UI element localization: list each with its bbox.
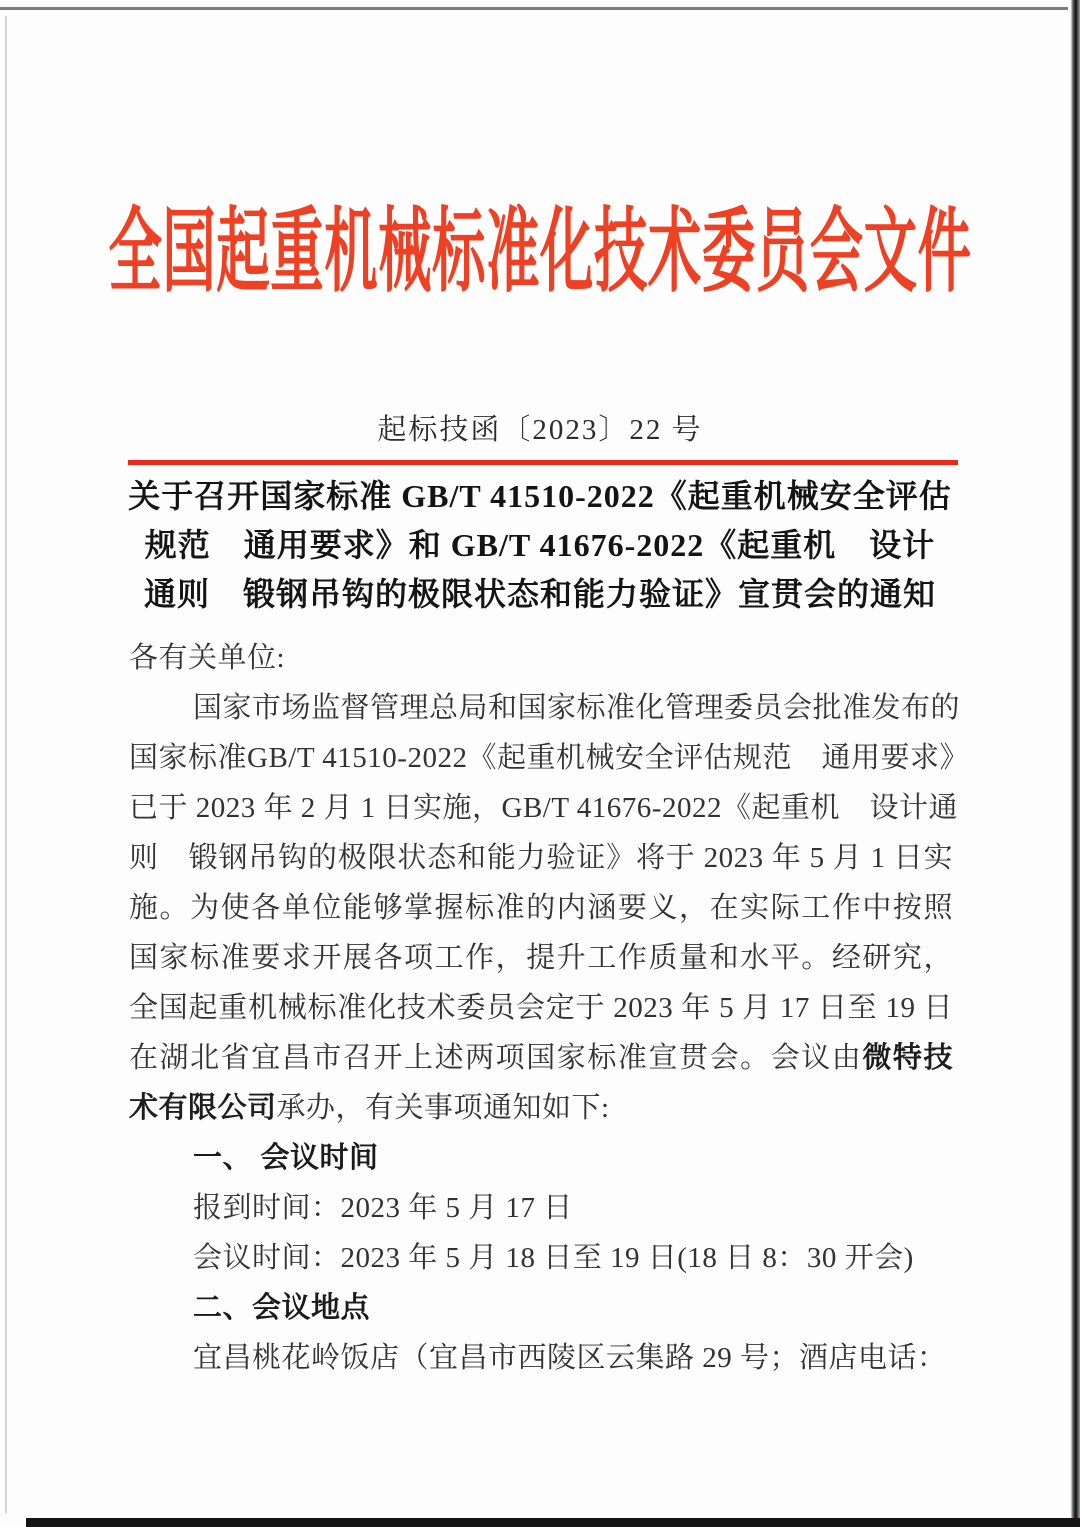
scan-edge-top	[0, 7, 1072, 10]
text-segment: 一、 会议时间	[193, 1142, 379, 1174]
text-segment: 报到时间：2023 年 5 月 17 日	[193, 1192, 573, 1224]
red-header-banner	[0, 201, 1080, 303]
section-heading	[129, 1283, 953, 1333]
notice-title-line-3: 通则 锻钢吊钩的极限状态和能力验证》宣贯会的通知	[143, 576, 936, 612]
notice-title-line-1: 关于召开国家标准 GB/T 41510-2022《起重机械安全评估	[128, 478, 952, 514]
text-segment: 则 锻钢吊钩的极限状态和能力验证》将于 2023 年 5 月 1 日实	[129, 842, 953, 874]
scan-edge-bottom	[26, 1518, 1080, 1527]
text-segment: 国家标准要求开展各项工作，提升工作质量和水平。经研究，	[129, 942, 953, 974]
bold-text-segment: 术有限公司	[129, 1092, 277, 1124]
text-segment: 在湖北省宜昌市召开上述两项国家标准宣贯会。会议由	[129, 1042, 863, 1074]
salutation-line	[129, 633, 953, 683]
text-segment: 各有关单位:	[129, 642, 286, 674]
bold-text-segment: 微特技	[862, 1042, 953, 1074]
text-segment: 会议时间：2023 年 5 月 18 日至 19 日(18 日 8：30 开会)	[193, 1242, 914, 1274]
text-segment: 全国起重机械标准化技术委员会定于 2023 年 5 月 17 日至 19 日	[129, 992, 953, 1024]
red-header-banner-title: 全国起重机械标准化技术委员会文件	[108, 201, 972, 303]
body-line	[129, 1033, 953, 1083]
body-line	[129, 733, 969, 783]
text-segment: 宜昌桃花岭饭店（宜昌市西陵区云集路 29 号；酒店电话：	[193, 1342, 947, 1374]
body-line	[129, 783, 958, 833]
body-line	[129, 683, 961, 733]
body-line	[129, 1083, 953, 1133]
document-body	[129, 633, 969, 1383]
body-line	[129, 983, 953, 1033]
text-segment: 国家市场监督管理总局和国家标准化管理委员会批准发布的	[193, 692, 961, 724]
body-line	[129, 1233, 953, 1283]
body-line	[129, 1183, 953, 1233]
scan-edge-right	[1068, 0, 1080, 1527]
text-segment: 二、会议地点	[193, 1292, 371, 1324]
text-segment: 施。为使各单位能够掌握标准的内涵要义，在实际工作中按照	[129, 892, 953, 924]
notice-title	[0, 472, 1080, 619]
body-line	[129, 883, 953, 933]
text-segment: 承办，有关事项通知如下:	[276, 1092, 610, 1124]
red-divider-line	[128, 460, 958, 465]
notice-title-line-2: 规范 通用要求》和 GB/T 41676-2022《起重机 设计	[144, 527, 936, 563]
document-number: 起标技函〔2023〕22 号	[377, 414, 703, 446]
section-heading	[129, 1133, 953, 1183]
text-segment: 国家标准GB/T 41510-2022《起重机械安全评估规范 通用要求》	[129, 742, 969, 774]
scan-edge-left	[5, 16, 7, 1513]
body-line	[129, 1333, 953, 1383]
body-line	[129, 933, 953, 983]
text-segment: 已于 2023 年 2 月 1 日实施，GB/T 41676-2022《起重机 设计通	[129, 792, 958, 824]
body-line	[129, 833, 953, 883]
